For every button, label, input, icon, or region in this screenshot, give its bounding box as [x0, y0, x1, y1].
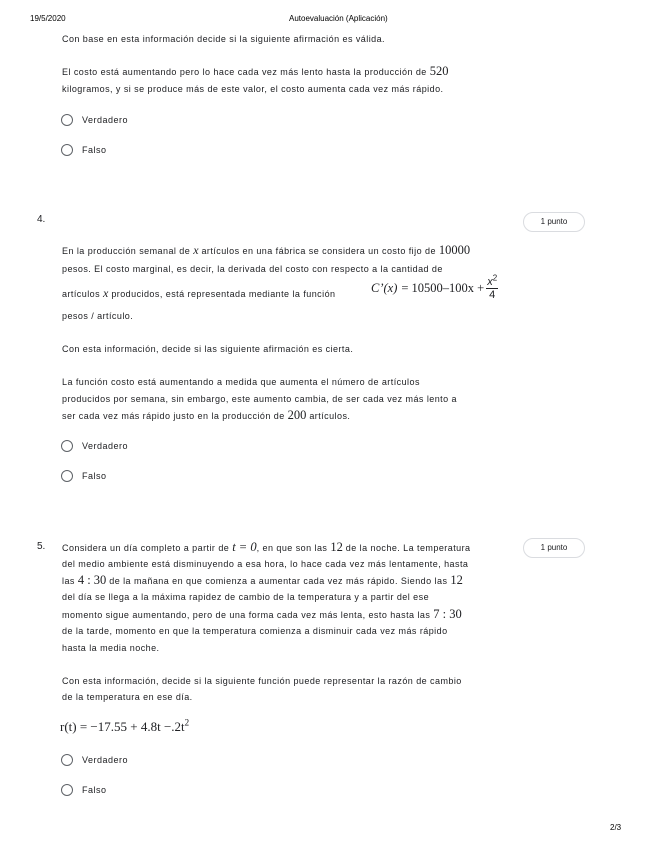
print-date: 19/5/2020 [30, 14, 66, 23]
q4-option-verdadero[interactable] [61, 440, 128, 452]
q5-text: de la mañana en que comienza a aumentar cada vez más rápido. Siendo las [109, 576, 448, 586]
formula-exponent: 2 [184, 717, 190, 728]
q5-line-4: del día se llega a la máxima rapidez de cambio de la temperatura y a partir del ese [62, 592, 430, 602]
q5-time-value: 4 : 30 [77, 573, 107, 587]
question-number-4: 4. [37, 214, 46, 225]
option-label: Falso [82, 471, 107, 481]
q4-text: artículos en una fábrica se considera un costo fijo de [201, 246, 436, 256]
q5-time-value: 7 : 30 [433, 607, 462, 621]
formula-lhs: C’(x) [371, 281, 398, 295]
option-label: Falso [82, 785, 107, 795]
q5-temperature-formula [60, 719, 189, 735]
q4-var-x: x [193, 243, 199, 257]
q5-text: momento sigue aumentando, pero de una forma cada vez más lenta, esto hasta las [62, 610, 431, 620]
q3-statement-value: 520 [429, 64, 449, 78]
formula-rhs: = 10500–100x + [401, 281, 485, 295]
q4-marginal-cost-formula [371, 273, 498, 301]
radio-button[interactable] [61, 144, 73, 156]
q5-text: de la noche. La temperatura [345, 543, 471, 553]
q3-option-falso[interactable] [61, 144, 107, 156]
q5-t-equals-zero: t = 0 [232, 540, 257, 554]
formula-fraction [486, 273, 498, 301]
q4-line-1 [62, 242, 470, 260]
q4-text: En la producción semanal de [62, 246, 191, 256]
fraction-exponent: 2 [492, 273, 498, 283]
q3-intro: Con base en esta información decide si la siguiente afirmación es válida. [62, 34, 386, 44]
option-label: Verdadero [82, 755, 129, 765]
q5-text: Considera un día completo a partir de [62, 543, 230, 553]
q5-line-3 [62, 572, 463, 590]
q5-option-falso[interactable] [61, 784, 107, 796]
q5-text: , en que son las [256, 543, 328, 553]
q4-statement-line-1: La función costo está aumentando a medida que aumenta el número de artículos [62, 377, 420, 387]
q5-hour-value: 12 [330, 540, 343, 554]
option-label: Verdadero [82, 115, 129, 125]
q4-line-4: pesos / artículo. [62, 311, 134, 321]
q3-option-verdadero[interactable] [61, 114, 128, 126]
formula-text: r(t) = −17.55 + 4.8t −.2t [60, 719, 185, 734]
option-label: Verdadero [82, 441, 129, 451]
question-number-5: 5. [37, 541, 46, 552]
q5-instruction-line-1: Con esta información, decide si la siguiente función puede representar la razón de cambio [62, 676, 462, 686]
radio-button[interactable] [61, 114, 73, 126]
q4-fixed-cost: 10000 [438, 243, 471, 257]
q5-line-5 [62, 606, 462, 624]
q4-text: producidos, está representada mediante la función [111, 289, 336, 299]
q3-statement-line-2: kilogramos, y si se produce más de este valor, el costo aumenta cada vez más rápido. [62, 84, 444, 94]
page-number: 2/3 [610, 823, 622, 832]
page-header-title: Autoevaluación (Aplicación) [289, 14, 388, 23]
q4-line-3 [62, 285, 336, 303]
q4-option-falso[interactable] [61, 470, 107, 482]
q3-statement-text: El costo está aumentando pero lo hace cada vez más lento hasta la producción de [62, 67, 427, 77]
fraction-denominator: 4 [489, 289, 496, 301]
q3-statement-line-1 [62, 63, 448, 81]
q5-option-verdadero[interactable] [61, 754, 128, 766]
q4-var-x: x [103, 286, 109, 300]
q4-line-2: pesos. El costo marginal, es decir, la derivada del costo con respecto a la cantidad de [62, 264, 443, 274]
q5-hour-value: 12 [450, 573, 463, 587]
q5-line-2: del medio ambiente está disminuyendo a esa hora, lo hace cada vez más lentamente, hasta [62, 559, 469, 569]
q5-line-7: hasta la media noche. [62, 643, 160, 653]
q4-instruction: Con esta información, decide si las siguiente afirmación es cierta. [62, 344, 354, 354]
q4-text: ser cada vez más rápido justo en la producción de [62, 411, 285, 421]
q5-text: las [62, 576, 75, 586]
radio-button[interactable] [61, 754, 73, 766]
fraction-numerator: x [487, 276, 493, 288]
q5-line-6: de la tarde, momento en que la temperatura comienza a disminuir cada vez más rápido [62, 626, 448, 636]
points-badge: 1 punto [523, 538, 585, 558]
q4-statement-value: 200 [287, 408, 307, 422]
option-label: Falso [82, 145, 107, 155]
radio-button[interactable] [61, 784, 73, 796]
q4-statement-line-2: producidos por semana, sin embargo, este aumento cambia, de ser cada vez más lento a [62, 394, 457, 404]
q4-text: artículos [62, 289, 101, 299]
radio-button[interactable] [61, 470, 73, 482]
q5-instruction-line-2: de la temperatura en ese día. [62, 692, 193, 702]
q5-line-1 [62, 539, 471, 557]
points-badge: 1 punto [523, 212, 585, 232]
q4-statement-line-3 [62, 407, 350, 425]
q4-text: artículos. [309, 411, 351, 421]
radio-button[interactable] [61, 440, 73, 452]
